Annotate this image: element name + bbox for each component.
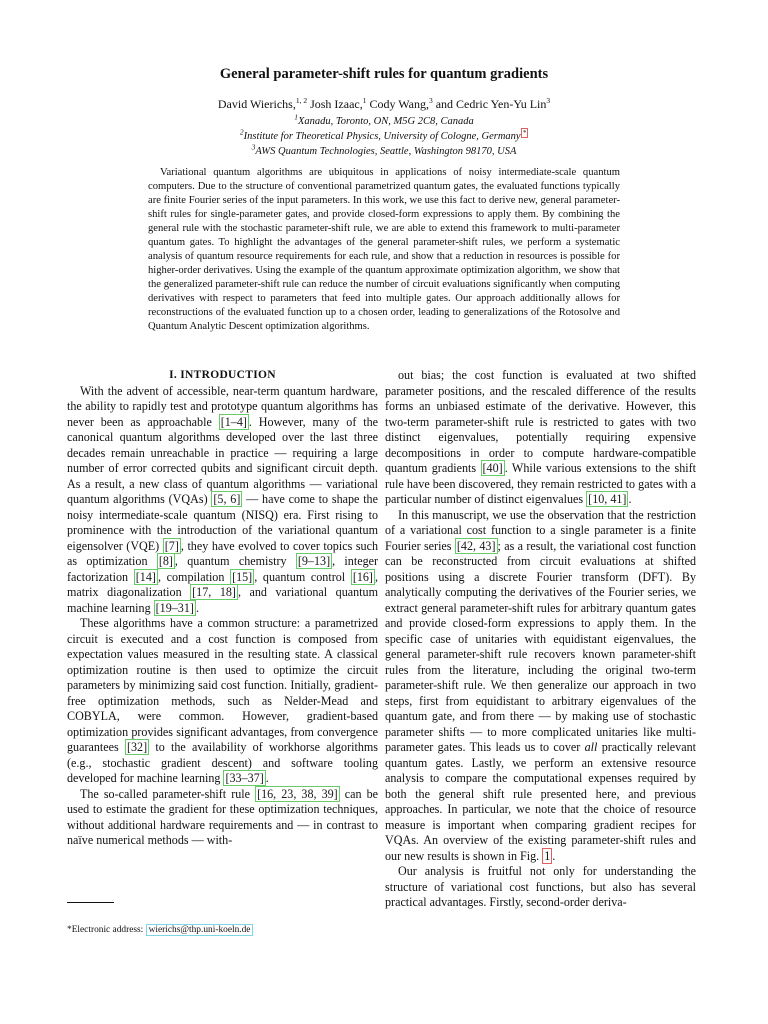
body-text: can be used to estimate the gradient for these optimization techniques, without additional hardware requirements and — in contrast to naïve numerical methods — with- xyxy=(67,786,378,847)
body-text: , they have evolved to cover topics such as optimization xyxy=(67,538,378,568)
emphasis-text: all xyxy=(584,740,598,754)
email-link[interactable]: wierichs@thp.uni-koeln.de xyxy=(146,924,254,936)
right-column xyxy=(385,368,696,911)
citation-link[interactable]: [15] xyxy=(232,569,253,584)
body-text: These algorithms have a common structure: a parametrized circuit is executed and a cost function is composed from expectation values measured in the resulting state. A classical optimization routine is then used to optimize the circuit parameters by minimizing said cost function. Initially, gradient-free optimization methods, such as Nelder-Mead and COBYLA, were common. However, gradient-based optimization provides significant advantages, from convergence guarantees xyxy=(67,616,378,754)
left-column-body xyxy=(67,384,378,849)
affiliation-number: 2 xyxy=(239,127,244,137)
body-text: . While various extensions to the shift rule have been discovered, they remain restricted to gates with a particular number of distinct eigenvalues xyxy=(385,461,696,506)
body-paragraph xyxy=(67,787,378,849)
author-name: and Cedric Yen-Yu Lin xyxy=(432,97,547,111)
citation-link[interactable]: [1–4] xyxy=(220,414,247,429)
affiliation-number: 1 xyxy=(294,112,299,122)
footnote-label: *Electronic address: xyxy=(67,925,146,935)
citation-link[interactable]: [16] xyxy=(352,569,373,584)
affiliation xyxy=(0,142,768,157)
paper-title: General parameter-shift rules for quantum gradients xyxy=(219,66,549,82)
body-text: practically relevant quantum gates. Lastly, we perform an extensive resource analysis to compare the computational expenses required by both the general shift rule presented here, and previous approaches. In particular, we note that the choice of resource measure is important when comparing gradient recipes for VQAs. An overview of the existing parameter-shift rules and our new results is shown in Fig. xyxy=(385,740,696,863)
body-text: to the availability of workhorse algorithms (e.g., stochastic gradient descent) and software tooling developed for machine learning xyxy=(67,740,378,785)
body-text: Our analysis is fruitful not only for understanding the structure of variational cost functions, but also has several practical advantages. Firstly, second-order deriva- xyxy=(385,864,696,909)
affiliation xyxy=(0,112,768,127)
right-column-body xyxy=(385,368,696,911)
body-text: — have come to shape the noisy intermediate-scale quantum (NISQ) era. First rising to prominence with the introduction of the variational quantum eigensolver (VQE) xyxy=(67,492,378,553)
citation-link[interactable]: [17, 18] xyxy=(192,585,236,599)
body-text: out bias; the cost function is evaluated at two shifted parameter positions, and the rescaled difference of the results forms an unbiased estimate of the derivative. However, this two-term parameter-shift rule is restricted to gates with two distinct eigenvalues, potentially requiring expensive decompositions in order to compute hardware-compatible quantum gradients xyxy=(385,368,696,475)
author-affiliation-mark: 3 xyxy=(546,96,551,105)
citation-link[interactable]: [16, 23, 38, 39] xyxy=(257,786,338,801)
abstract: Variational quantum algorithms are ubiquitous in applications of noisy intermediate-scale quantum computers. Due to the structure of conventional parametrized quantum gates, the evaluated functions typically are finite Fourier series of the input parameters. In this work, we use this fact to derive new, general parameter-shift rules for single-parameter gates, and provide closed-form expressions to apply them. By combining the general rule with the stochastic parameter-shift rule, we are able to extend this framework to multi-parameter quantum gates. To highlight the advantages of the general parameter-shift rules, we perform a systematic analysis of quantum resource requirements for each rule, and show that a reduction in resources is possible for higher-order derivatives. Using the example of the quantum approximate optimization algorithm, we show that the generalized parameter-shift rule can reduce the number of circuit evaluations significantly when computing derivatives with respect to parameters that feed into multiple gates. Our approach additionally allows for reconstructions of the evaluated function up to a chosen order, leading to generalizations of the Rotosolve and Quantum Analytic Descent optimization algorithms. xyxy=(148,167,620,332)
body-text: , quantum control xyxy=(254,569,351,584)
author-name: Josh Izaac, xyxy=(307,97,363,111)
affiliation-number: 3 xyxy=(251,142,256,152)
body-text: . xyxy=(552,848,556,863)
author-name: Cody Wang, xyxy=(366,97,429,111)
body-text: . However, many of the canonical quantum algorithms developed over the last three decades remain unreachable in practice — requiring a large number of error corrected qubits and significant circuit depth. As a result, a new class of quantum algorithms — variational quantum algorithms (VQAs) xyxy=(67,414,378,506)
body-paragraph xyxy=(385,508,696,865)
left-column xyxy=(67,368,378,849)
figure-ref-link[interactable]: 1 xyxy=(544,848,551,863)
body-text: ; as a result, the variational cost function can be reconstructed from circuit evaluations at shifted positions using a discrete Fourier transform (DFT). By analytically computing the derivatives of the Fourier series, we extract general parameter-shift rules for arbitrary quantum gates and provide closed-form expressions to apply them. In the specific case of unitaries with equidistant eigenvalues, the general parameter-shift rule recovers known parameter-shift rules from the literature, including the original two-term parameter-shift rule. We then generalize our approach in two steps, first from equidistant to arbitrary eigenvalues of the quantum gate, and from there — by making use of stochastic parameter shifts — to more complicated unitaries like multi-parameter gates. This leads us to cover xyxy=(385,538,697,754)
body-paragraph xyxy=(385,864,696,911)
footnote-mark-link[interactable]: * xyxy=(522,128,527,137)
citation-link[interactable]: [33–37] xyxy=(225,771,264,785)
citation-link[interactable]: [8] xyxy=(158,554,173,568)
author-affiliation-mark: 1, 2 xyxy=(295,96,308,105)
body-text: . xyxy=(265,771,269,785)
citation-link[interactable]: [32] xyxy=(126,740,148,754)
author-list xyxy=(0,97,768,112)
section-heading: I. INTRODUCTION xyxy=(169,369,276,381)
footnote xyxy=(67,925,253,935)
affiliation-text: Xanadu, Toronto, ON, M5G 2C8, Canada xyxy=(298,116,474,127)
body-text: , matrix diagonalization xyxy=(67,569,378,599)
body-paragraph xyxy=(385,368,696,508)
author-name: David Wierichs, xyxy=(217,97,296,111)
affiliation-text: AWS Quantum Technologies, Seattle, Washington 98170, USA xyxy=(255,146,517,157)
citation-link[interactable]: [5, 6] xyxy=(213,492,241,506)
author-affiliation-mark: 1 xyxy=(362,96,367,105)
body-text: , and variational quantum machine learning xyxy=(67,585,378,615)
citation-link[interactable]: [42, 43] xyxy=(456,538,496,553)
body-text: In this manuscript, we use the observation that the restriction of a variational cost function to a single parameter is a finite Fourier series xyxy=(385,507,696,553)
footnote-rule xyxy=(67,902,114,903)
citation-link[interactable]: [40] xyxy=(482,461,503,475)
citation-link[interactable]: [9–13] xyxy=(297,554,331,568)
citation-link[interactable]: [14] xyxy=(135,569,156,584)
citation-link[interactable]: [7] xyxy=(164,538,179,553)
body-text: With the advent of accessible, near-term quantum hardware, the ability to rapidly test and prototype quantum algorithms has never been as approachable xyxy=(67,383,378,429)
author-affiliation-mark: 3 xyxy=(428,96,433,105)
citation-link[interactable]: [10, 41] xyxy=(588,492,627,506)
body-text: , integer factorization xyxy=(67,554,379,584)
body-text: , quantum chemistry xyxy=(174,554,296,568)
body-text: The so-called parameter-shift rule xyxy=(80,786,256,801)
affiliation xyxy=(0,127,768,142)
body-text: . xyxy=(628,492,632,506)
body-text: , compilation xyxy=(157,569,231,584)
body-paragraph xyxy=(67,616,378,787)
body-paragraph xyxy=(67,384,378,617)
affiliation-text: Institute for Theoretical Physics, University of Cologne, Germany xyxy=(243,131,521,142)
citation-link[interactable]: [19–31] xyxy=(155,600,194,615)
body-text: . xyxy=(195,600,199,615)
